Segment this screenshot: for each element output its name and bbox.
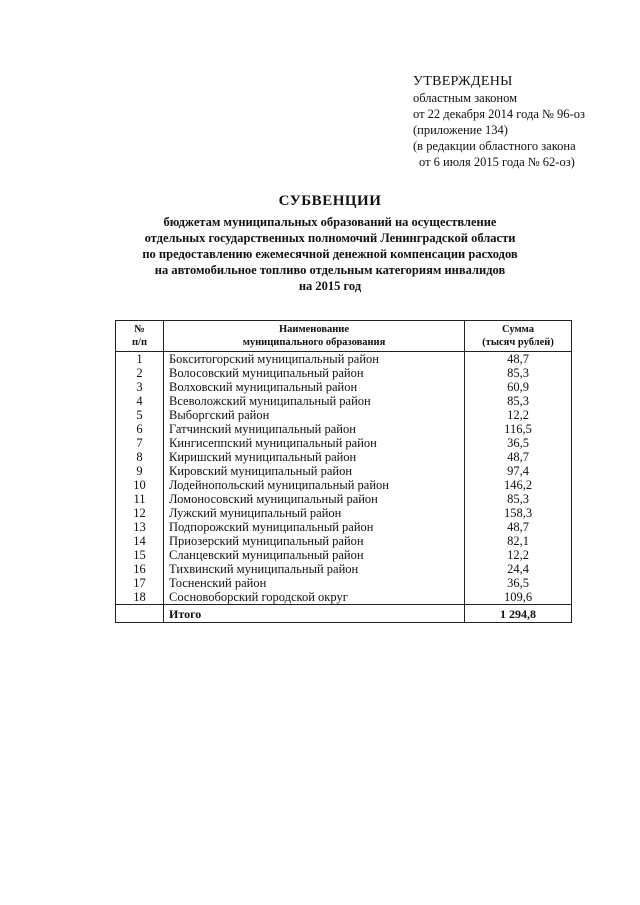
row-num-cell: 12 bbox=[116, 506, 164, 520]
document-title bbox=[110, 193, 550, 294]
approval-line: от 6 июля 2015 года № 62-оз) bbox=[419, 155, 575, 169]
row-num-cell: 17 bbox=[116, 576, 164, 590]
table-row bbox=[116, 492, 572, 506]
header-num-line2: п/п bbox=[131, 337, 148, 348]
row-name-cell: Гатчинский муниципальный район bbox=[164, 422, 465, 436]
row-name-cell: Сланцевский муниципальный район bbox=[164, 548, 465, 562]
table-row bbox=[116, 408, 572, 422]
row-name-cell: Ломоносовский муниципальный район bbox=[164, 492, 465, 506]
row-num-cell: 6 bbox=[116, 422, 164, 436]
table-row bbox=[116, 548, 572, 562]
row-sum-cell: 48,7 bbox=[465, 520, 572, 534]
row-sum-cell: 24,4 bbox=[465, 562, 572, 576]
header-num-line1: № bbox=[134, 324, 145, 335]
header-name-line2: муниципального образования bbox=[242, 337, 386, 348]
approval-block bbox=[413, 74, 585, 170]
table-total-row bbox=[116, 605, 572, 623]
row-num-cell: 8 bbox=[116, 450, 164, 464]
row-sum-cell: 36,5 bbox=[465, 436, 572, 450]
col-header-name bbox=[164, 321, 465, 352]
row-name-cell: Бокситогорский муниципальный район bbox=[164, 352, 465, 367]
row-num-cell: 18 bbox=[116, 590, 164, 605]
table-row bbox=[116, 506, 572, 520]
table-row bbox=[116, 534, 572, 548]
row-num-cell: 5 bbox=[116, 408, 164, 422]
row-sum-cell: 85,3 bbox=[465, 394, 572, 408]
row-name-cell: Волосовский муниципальный район bbox=[164, 366, 465, 380]
total-num-cell bbox=[116, 605, 164, 623]
col-header-num bbox=[116, 321, 164, 352]
table-row bbox=[116, 464, 572, 478]
row-name-cell: Всеволожский муниципальный район bbox=[164, 394, 465, 408]
row-num-cell: 16 bbox=[116, 562, 164, 576]
title-line: по предоставлению ежемесячной денежной компенсации расходов bbox=[142, 247, 518, 261]
table-row bbox=[116, 436, 572, 450]
row-name-cell: Киришский муниципальный район bbox=[164, 450, 465, 464]
row-num-cell: 11 bbox=[116, 492, 164, 506]
row-num-cell: 13 bbox=[116, 520, 164, 534]
row-sum-cell: 85,3 bbox=[465, 366, 572, 380]
table-row bbox=[116, 478, 572, 492]
col-header-sum bbox=[465, 321, 572, 352]
row-sum-cell: 82,1 bbox=[465, 534, 572, 548]
row-name-cell: Лодейнопольский муниципальный район bbox=[164, 478, 465, 492]
header-sum-line1: Сумма bbox=[502, 324, 534, 335]
row-name-cell: Подпорожский муниципальный район bbox=[164, 520, 465, 534]
table-row bbox=[116, 562, 572, 576]
total-sum: 1 294,8 bbox=[465, 605, 572, 623]
row-num-cell: 1 bbox=[116, 352, 164, 367]
approval-line: областным законом bbox=[413, 91, 518, 105]
row-sum-cell: 12,2 bbox=[465, 548, 572, 562]
header-sum-line2: (тысяч рублей) bbox=[482, 337, 554, 348]
row-name-cell: Сосновоборский городской округ bbox=[164, 590, 465, 605]
row-num-cell: 9 bbox=[116, 464, 164, 478]
row-name-cell: Приозерский муниципальный район bbox=[164, 534, 465, 548]
row-num-cell: 15 bbox=[116, 548, 164, 562]
row-num-cell: 14 bbox=[116, 534, 164, 548]
table-row bbox=[116, 422, 572, 436]
table-row bbox=[116, 380, 572, 394]
row-num-cell: 7 bbox=[116, 436, 164, 450]
row-name-cell: Тихвинский муниципальный район bbox=[164, 562, 465, 576]
approval-heading: УТВЕРЖДЕНЫ bbox=[413, 74, 513, 89]
row-name-cell: Лужский муниципальный район bbox=[164, 506, 465, 520]
table-row bbox=[116, 520, 572, 534]
row-name-cell: Волховский муниципальный район bbox=[164, 380, 465, 394]
title-line: бюджетам муниципальных образований на осуществление bbox=[163, 215, 497, 229]
approval-line: (приложение 134) bbox=[413, 123, 508, 137]
row-sum-cell: 146,2 bbox=[465, 478, 572, 492]
table-header-row bbox=[116, 321, 572, 352]
title-line: отдельных государственных полномочий Ленинградской области bbox=[144, 231, 516, 245]
row-num-cell: 3 bbox=[116, 380, 164, 394]
row-sum-cell: 48,7 bbox=[465, 352, 572, 367]
table-row bbox=[116, 590, 572, 605]
row-sum-cell: 48,7 bbox=[465, 450, 572, 464]
row-sum-cell: 97,4 bbox=[465, 464, 572, 478]
row-name-cell: Кировский муниципальный район bbox=[164, 464, 465, 478]
row-sum-cell: 36,5 bbox=[465, 576, 572, 590]
table-row bbox=[116, 394, 572, 408]
row-num-cell: 4 bbox=[116, 394, 164, 408]
row-num-cell: 2 bbox=[116, 366, 164, 380]
row-sum-cell: 109,6 bbox=[465, 590, 572, 605]
row-num-cell: 10 bbox=[116, 478, 164, 492]
row-sum-cell: 12,2 bbox=[465, 408, 572, 422]
subsidies-table bbox=[115, 320, 572, 623]
row-sum-cell: 116,5 bbox=[465, 422, 572, 436]
row-sum-cell: 85,3 bbox=[465, 492, 572, 506]
row-name-cell: Выборгский район bbox=[164, 408, 465, 422]
table-row bbox=[116, 576, 572, 590]
table-row bbox=[116, 352, 572, 367]
title-line: на 2015 год bbox=[298, 279, 362, 293]
table-row bbox=[116, 366, 572, 380]
title-main: СУБВЕНЦИИ bbox=[278, 193, 382, 209]
table-row bbox=[116, 450, 572, 464]
approval-line: (в редакции областного закона bbox=[413, 139, 576, 153]
total-label: Итого bbox=[164, 605, 465, 623]
row-sum-cell: 158,3 bbox=[465, 506, 572, 520]
approval-line: от 22 декабря 2014 года № 96-оз bbox=[413, 107, 585, 121]
row-name-cell: Тосненский район bbox=[164, 576, 465, 590]
row-sum-cell: 60,9 bbox=[465, 380, 572, 394]
row-name-cell: Кингисеппский муниципальный район bbox=[164, 436, 465, 450]
header-name-line1: Наименование bbox=[279, 324, 349, 335]
title-line: на автомобильное топливо отдельным категориям инвалидов bbox=[154, 263, 506, 277]
